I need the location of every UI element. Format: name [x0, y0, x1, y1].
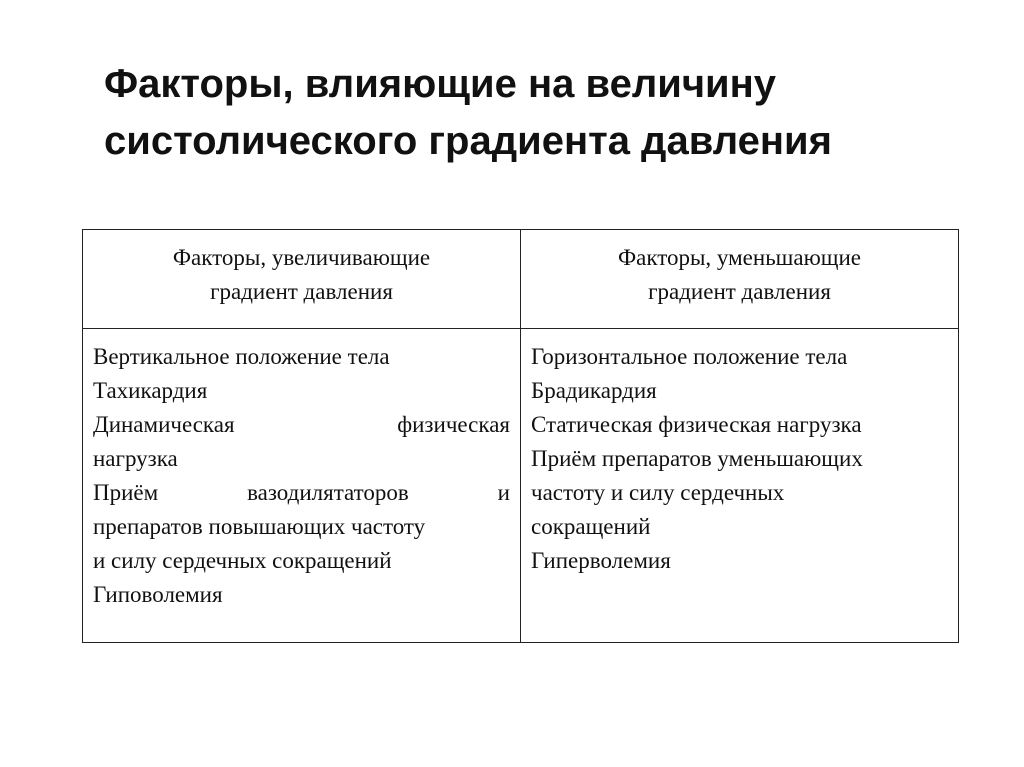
title-line-2: систолического градиента давления [104, 119, 832, 163]
list-item: Гиперволемия [531, 548, 671, 573]
header-increasing-line-2: градиент давления [210, 279, 393, 304]
list-item: Гиповолемия [93, 582, 223, 607]
list-item: Динамическая физическая [93, 412, 510, 437]
list-item: Приём препаратов уменьшающих [531, 446, 863, 471]
factors-table [82, 229, 959, 643]
increasing-factors-cell [83, 329, 521, 643]
header-increasing-line-1: Факторы, увеличивающие [172, 245, 431, 270]
list-item: Статическая физическая нагрузка [531, 412, 862, 437]
list-item: Приём вазодилятаторов и [93, 480, 510, 505]
table-row [83, 329, 959, 643]
decreasing-factors-cell [521, 329, 959, 643]
list-item: нагрузка [93, 446, 178, 471]
list-item: и силу сердечных сокращений [93, 548, 392, 573]
list-item: Горизонтальное положение тела [531, 344, 848, 369]
header-decreasing-line-2: градиент давления [648, 279, 831, 304]
table-header-row [83, 230, 959, 329]
title-line-1: Факторы, влияющие на величину [104, 62, 777, 106]
header-decreasing-line-1: Факторы, уменьшающие [617, 245, 862, 270]
list-item: препаратов повышающих частоту [93, 514, 426, 539]
list-item: частоту и силу сердечных [531, 480, 785, 505]
list-item: сокращений [531, 514, 651, 539]
list-item: Вертикальное положение тела [93, 344, 390, 369]
list-item: Тахикардия [93, 378, 208, 403]
header-decreasing [521, 230, 959, 329]
list-item: Брадикардия [531, 378, 657, 403]
slide-title [104, 56, 964, 170]
header-increasing [83, 230, 521, 329]
